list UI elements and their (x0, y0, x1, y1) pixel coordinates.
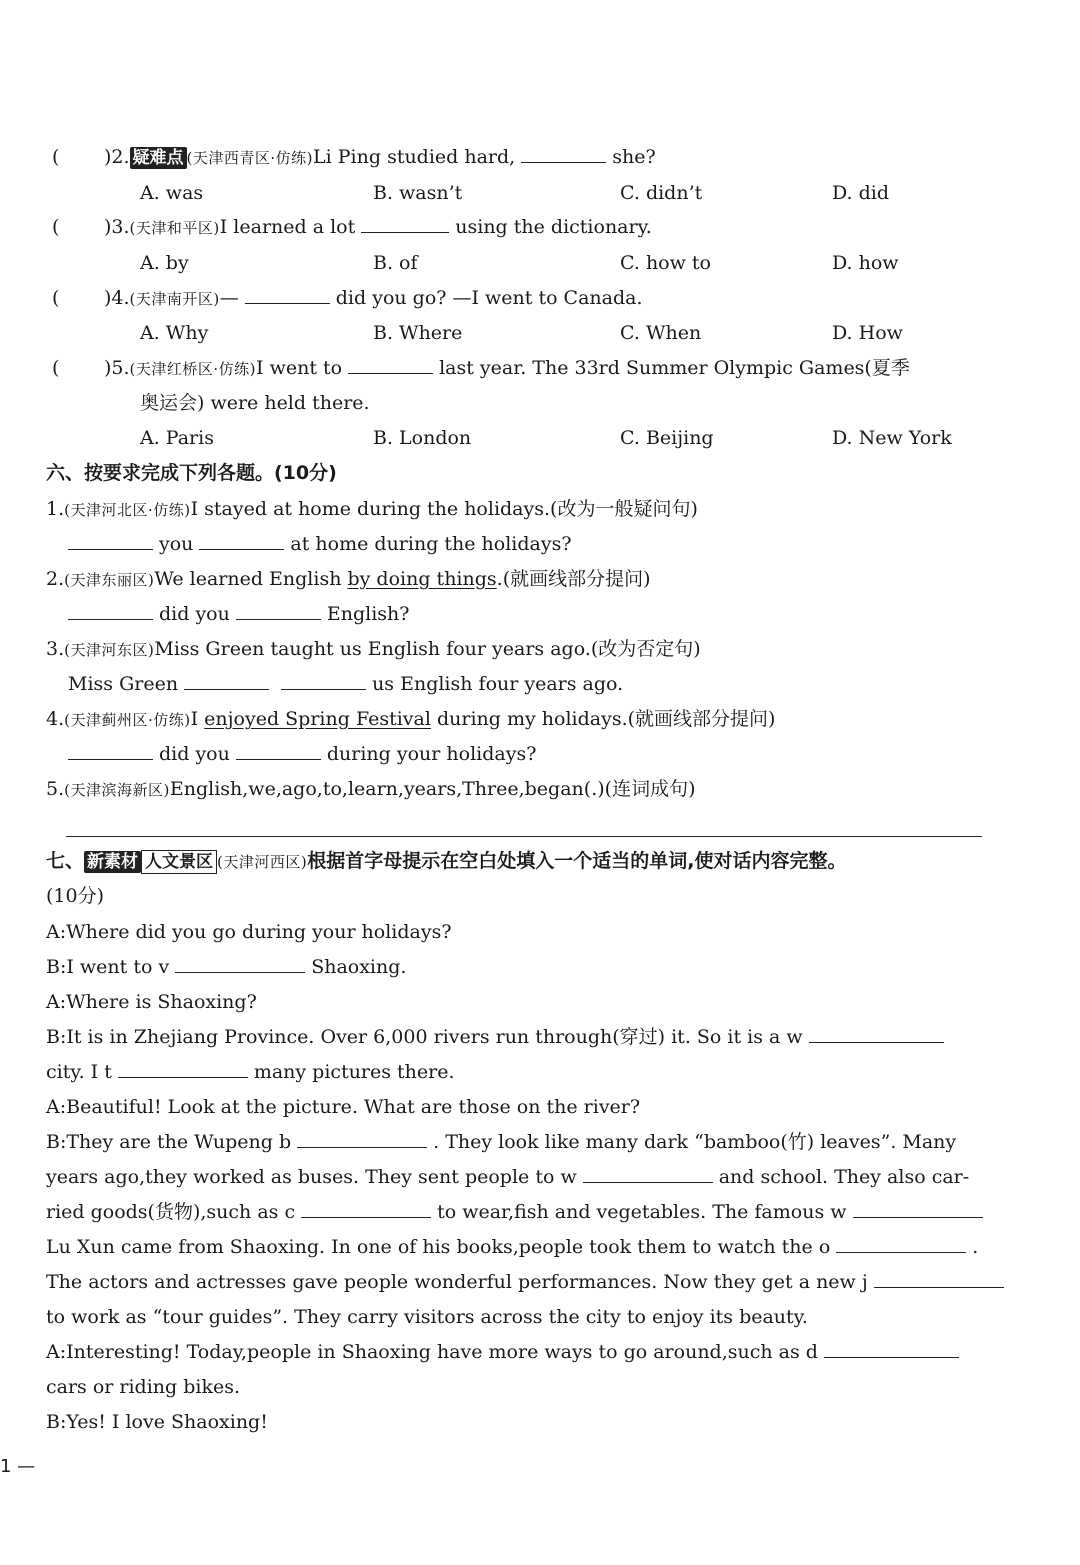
mc-option: A. was (140, 182, 204, 204)
answer-blank[interactable] (118, 1059, 248, 1078)
answer-blank[interactable] (281, 671, 366, 690)
section-points: (10分) (46, 885, 105, 907)
dialogue-line (46, 1024, 950, 1050)
dialogue-text: B:I went to v (46, 956, 170, 978)
new-material-tag: 新素材 (84, 851, 141, 873)
underlined-text: by doing things (347, 568, 497, 590)
dialogue-text: B:It is in Zhejiang Province. Over 6,000 rivers run through(穿过) it. So it is a w (46, 1026, 803, 1048)
answer-blank[interactable] (301, 1199, 431, 1218)
item-text: Miss Green taught us English four years ago. (154, 638, 591, 660)
mc-option: C. didn’t (620, 182, 703, 204)
mc-question (104, 144, 656, 171)
dialogue-line (46, 954, 406, 980)
stem-text: I went to (256, 357, 343, 379)
answer-blank[interactable] (175, 954, 305, 973)
item-text: . (496, 568, 503, 590)
source-label: (天津滨海新区) (64, 781, 170, 799)
dialogue-line (46, 1269, 1010, 1295)
answer-blank[interactable] (853, 1199, 983, 1218)
item-requirement: (就画线部分提问) (502, 568, 651, 590)
section-instruction: 根据首字母提示在空白处填入一个适当的单词,使对话内容完整。 (307, 850, 847, 872)
item-number: 5. (46, 778, 65, 800)
mc-option: A. Why (140, 322, 209, 344)
source-label: (天津西青区·仿练) (186, 149, 314, 167)
source-label: (天津红桥区·仿练) (129, 360, 257, 378)
answer-line (62, 531, 572, 557)
source-label: (天津和平区) (129, 219, 220, 237)
dialogue-line (46, 1199, 989, 1225)
stem-text: Li Ping studied hard, (313, 146, 516, 168)
mc-paren: ( (52, 287, 60, 309)
answer-blank[interactable] (361, 214, 449, 233)
item-requirement: (改为否定句) (590, 638, 701, 660)
dialogue-line: A:Where is Shaoxing? (46, 991, 257, 1013)
source-label: (天津河西区) (217, 853, 308, 871)
mc-number: )4. (104, 287, 130, 309)
item-number: 2. (46, 568, 65, 590)
dialogue-text: many pictures there. (253, 1061, 455, 1083)
mc-option: A. by (140, 252, 189, 274)
answer-blank[interactable] (68, 741, 153, 760)
answer-blank[interactable] (184, 671, 269, 690)
stem-text: did you go? —I went to Canada. (335, 287, 643, 309)
rewrite-item (46, 566, 651, 593)
dialogue-line: B:Yes! I love Shaoxing! (46, 1411, 268, 1433)
dialogue-text: ried goods(货物),such as c (46, 1201, 296, 1223)
dialogue-line (46, 1234, 978, 1260)
answer-blank[interactable] (68, 601, 153, 620)
answer-blank[interactable] (874, 1269, 1004, 1288)
dialogue-line: A:Beautiful! Look at the picture. What are those on the river? (46, 1096, 641, 1118)
mc-number: )2. (104, 146, 130, 168)
section-title (46, 848, 846, 875)
answer-blank[interactable] (236, 741, 321, 760)
dialogue-text: to wear,fish and vegetables. The famous w (437, 1201, 847, 1223)
answer-line (68, 671, 623, 697)
mc-option: B. wasn’t (373, 182, 463, 204)
mc-option: B. London (373, 427, 472, 449)
mc-option: A. Paris (140, 427, 214, 449)
answer-text: during your holidays? (326, 743, 537, 765)
dialogue-text: . (972, 1236, 979, 1258)
mc-question (104, 214, 652, 241)
source-label: (天津河北区·仿练) (64, 501, 191, 519)
mc-paren: ( (52, 216, 60, 238)
underlined-text: enjoyed Spring Festival (204, 708, 431, 730)
source-label: (天津东丽区) (64, 571, 155, 589)
dialogue-text: The actors and actresses gave people wonderful performances. Now they get a new j (46, 1271, 868, 1293)
dialogue-text: Shaoxing. (311, 956, 407, 978)
dialogue-text: and school. They also car- (718, 1166, 970, 1188)
dialogue-text: B:They are the Wupeng b (46, 1131, 292, 1153)
answer-line (62, 741, 536, 767)
mc-option: C. how to (620, 252, 711, 274)
answer-text: you (159, 533, 194, 555)
item-text: during my holidays. (430, 708, 628, 730)
source-label: (天津河东区) (64, 641, 155, 659)
dialogue-line (46, 1164, 969, 1190)
answer-text: English? (326, 603, 410, 625)
mc-option: C. When (620, 322, 702, 344)
stem-text: using the dictionary. (455, 216, 652, 238)
section-prefix: 七、 (46, 850, 85, 872)
answer-line (62, 601, 409, 627)
mc-option: D. How (832, 322, 903, 344)
stem-text: I learned a lot (219, 216, 356, 238)
answer-text: did you (159, 603, 230, 625)
answer-blank[interactable] (521, 144, 606, 163)
mc-question (104, 285, 643, 312)
dialogue-line: cars or riding bikes. (46, 1376, 241, 1398)
stem-text: — (219, 287, 239, 309)
answer-text: us English four years ago. (372, 673, 624, 695)
rewrite-item (46, 496, 698, 523)
answer-blank[interactable] (824, 1339, 959, 1358)
mc-option: D. did (832, 182, 890, 204)
answer-blank[interactable] (199, 531, 284, 550)
item-text: I stayed at home during the holidays. (190, 498, 551, 520)
dialogue-line (46, 1339, 965, 1365)
answer-text: Miss Green (68, 673, 179, 695)
scenic-area-tag: 人文景区 (141, 850, 217, 874)
answer-text: did you (159, 743, 230, 765)
source-label: (天津蓟州区·仿练) (64, 711, 191, 729)
answer-text: at home during the holidays? (290, 533, 572, 555)
section-title: 六、按要求完成下列各题。(10分) (46, 462, 337, 484)
dialogue-text: city. I t (46, 1061, 112, 1083)
page-number: 1 — (0, 1456, 36, 1477)
item-requirement: (就画线部分提问) (627, 708, 776, 730)
item-text: I (190, 708, 205, 730)
dialogue-line: A:Where did you go during your holidays? (46, 921, 452, 943)
mc-number: )3. (104, 216, 130, 238)
answer-blank[interactable] (245, 285, 330, 304)
answer-blank[interactable] (297, 1129, 427, 1148)
dialogue-text: years ago,they worked as buses. They sent people to w (46, 1166, 577, 1188)
rewrite-item (46, 636, 701, 663)
answer-blank[interactable] (809, 1024, 944, 1043)
answer-line-full[interactable] (66, 836, 982, 837)
dialogue-line (46, 1129, 956, 1155)
mc-paren: ( (52, 357, 60, 379)
mc-option: C. Beijing (620, 427, 714, 449)
stem-text: last year. The 33rd Summer Olympic Games(夏季 (439, 357, 910, 379)
mc-option: B. Where (373, 322, 463, 344)
mc-option: D. how (832, 252, 899, 274)
mc-question (104, 355, 910, 382)
source-label: (天津南开区) (129, 290, 220, 308)
rewrite-item (46, 776, 695, 803)
stem-text: she? (612, 146, 656, 168)
item-requirement: (改为一般疑问句) (550, 498, 698, 520)
answer-blank[interactable] (836, 1234, 966, 1253)
difficulty-tag: 疑难点 (130, 147, 187, 169)
dialogue-line (46, 1059, 455, 1085)
mc-option: D. New York (832, 427, 952, 449)
answer-blank[interactable] (583, 1164, 713, 1183)
answer-blank[interactable] (68, 531, 153, 550)
item-number: 4. (46, 708, 65, 730)
dialogue-text: Lu Xun came from Shaoxing. In one of his books,people took them to watch the o (46, 1236, 831, 1258)
answer-blank[interactable] (236, 601, 321, 620)
dialogue-line: to work as “tour guides”. They carry visitors across the city to enjoy its beauty. (46, 1306, 808, 1328)
dialogue-text: . They look like many dark “bamboo(竹) leaves”. Many (433, 1131, 957, 1153)
stem-text: 奥运会) were held there. (140, 392, 370, 414)
rewrite-item (46, 706, 775, 733)
mc-paren: ( (52, 146, 60, 168)
answer-blank[interactable] (348, 355, 433, 374)
item-number: 3. (46, 638, 65, 660)
item-text: We learned English (154, 568, 348, 590)
mc-option: B. of (373, 252, 418, 274)
item-requirement: (连词成句) (604, 778, 696, 800)
dialogue-text: A:Interesting! Today,people in Shaoxing have more ways to go around,such as d (46, 1341, 818, 1363)
item-number: 1. (46, 498, 65, 520)
item-text: English,we,ago,to,learn,years,Three,began(.) (169, 778, 605, 800)
mc-number: )5. (104, 357, 130, 379)
